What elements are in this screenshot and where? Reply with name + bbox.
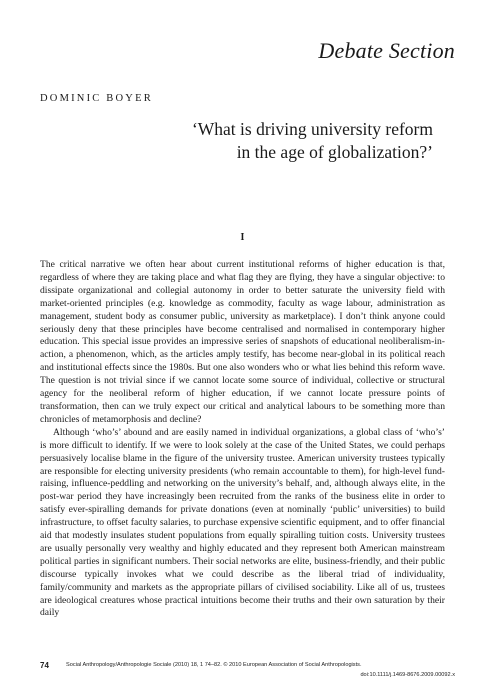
journal-citation: Social Anthropology/Anthropologie Sociale (2010) 18, 1 74–82. © 2010 European Association of Social Anthropologists. bbox=[66, 662, 362, 668]
author-name: DOMINIC BOYER bbox=[40, 93, 153, 104]
article-title bbox=[73, 118, 433, 164]
section-title: Debate Section bbox=[318, 38, 455, 63]
section-number: I bbox=[240, 232, 245, 243]
doi: doi:10.1111/j.1469-8676.2009.00092.x bbox=[360, 672, 455, 678]
paragraph: Although ‘who’s’ abound and are easily named in individual organizations, a global class of ‘who’s’ is more difficult to identify. If we were to look solely at the case of the United States, we could perhaps persuasively localise blame in the figure of the university trustee. American university trustees typically are responsible for electing university presidents (who remain accountable to them), for high-level fund-raising, influence-peddling and networking on the university’s behalf, and, although always elite, in the post-war period they have increasingly been recruited from the ranks of the business elite in order to satisfy ever-spiralling demands for private donations (even at nominally ‘public’ universities) to build infrastructure, to offset faculty salaries, to purchase expensive scientific equipment, and to offer financial aid that modestly insulates student populations from equally spiralling tuition costs. University trustees are usually personally very wealthy and highly educated and they represent both American mainstream political parties in significant numbers. Their social networks are elite, business-friendly, and their public discourse typically invokes what we could describe as the liberal triad of individuality, family/community and markets as the appropriate pillars of civilised sociability. Like all of us, trustees are ideological creatures whose practical intuitions become their truths and their own saturation by their daily bbox=[40, 426, 445, 619]
body-text bbox=[40, 259, 445, 620]
paragraph: The critical narrative we often hear about current institutional reforms of higher education is that, regardless of where they are taking place and what flag they are flying, they have a singular objective: to dissipate organizational and collegial autonomy in order to better saturate the university field with market-oriented principles (e.g. knowledge as commodity, faculty as wage labour, administration as management, student body as consumer public, university as marketplace). I don’t think anyone could seriously deny that these principles have become centralised and normalised in contemporary higher education. This special issue provides an impressive series of snapshots of educational neoliberalism-in-action, a phenomenon, which, as the articles amply testify, has become near-global in its political reach and institutional effects since the 1980s. But one also wonders who or what lies behind this reform wave. The question is not trivial since if we cannot locate some source of individual, collective or structural agency for the neoliberal reform of higher education, if we cannot locate pressure points of transformation, then can we truly expect our critical and analytical labours to be something more than chronicles of metamorphosis and decline? bbox=[40, 259, 445, 425]
article-title-line-2: in the age of globalization?’ bbox=[236, 142, 433, 162]
article-title-line-1: ‘What is driving university reform bbox=[191, 119, 433, 139]
page-number: 74 bbox=[40, 661, 49, 670]
